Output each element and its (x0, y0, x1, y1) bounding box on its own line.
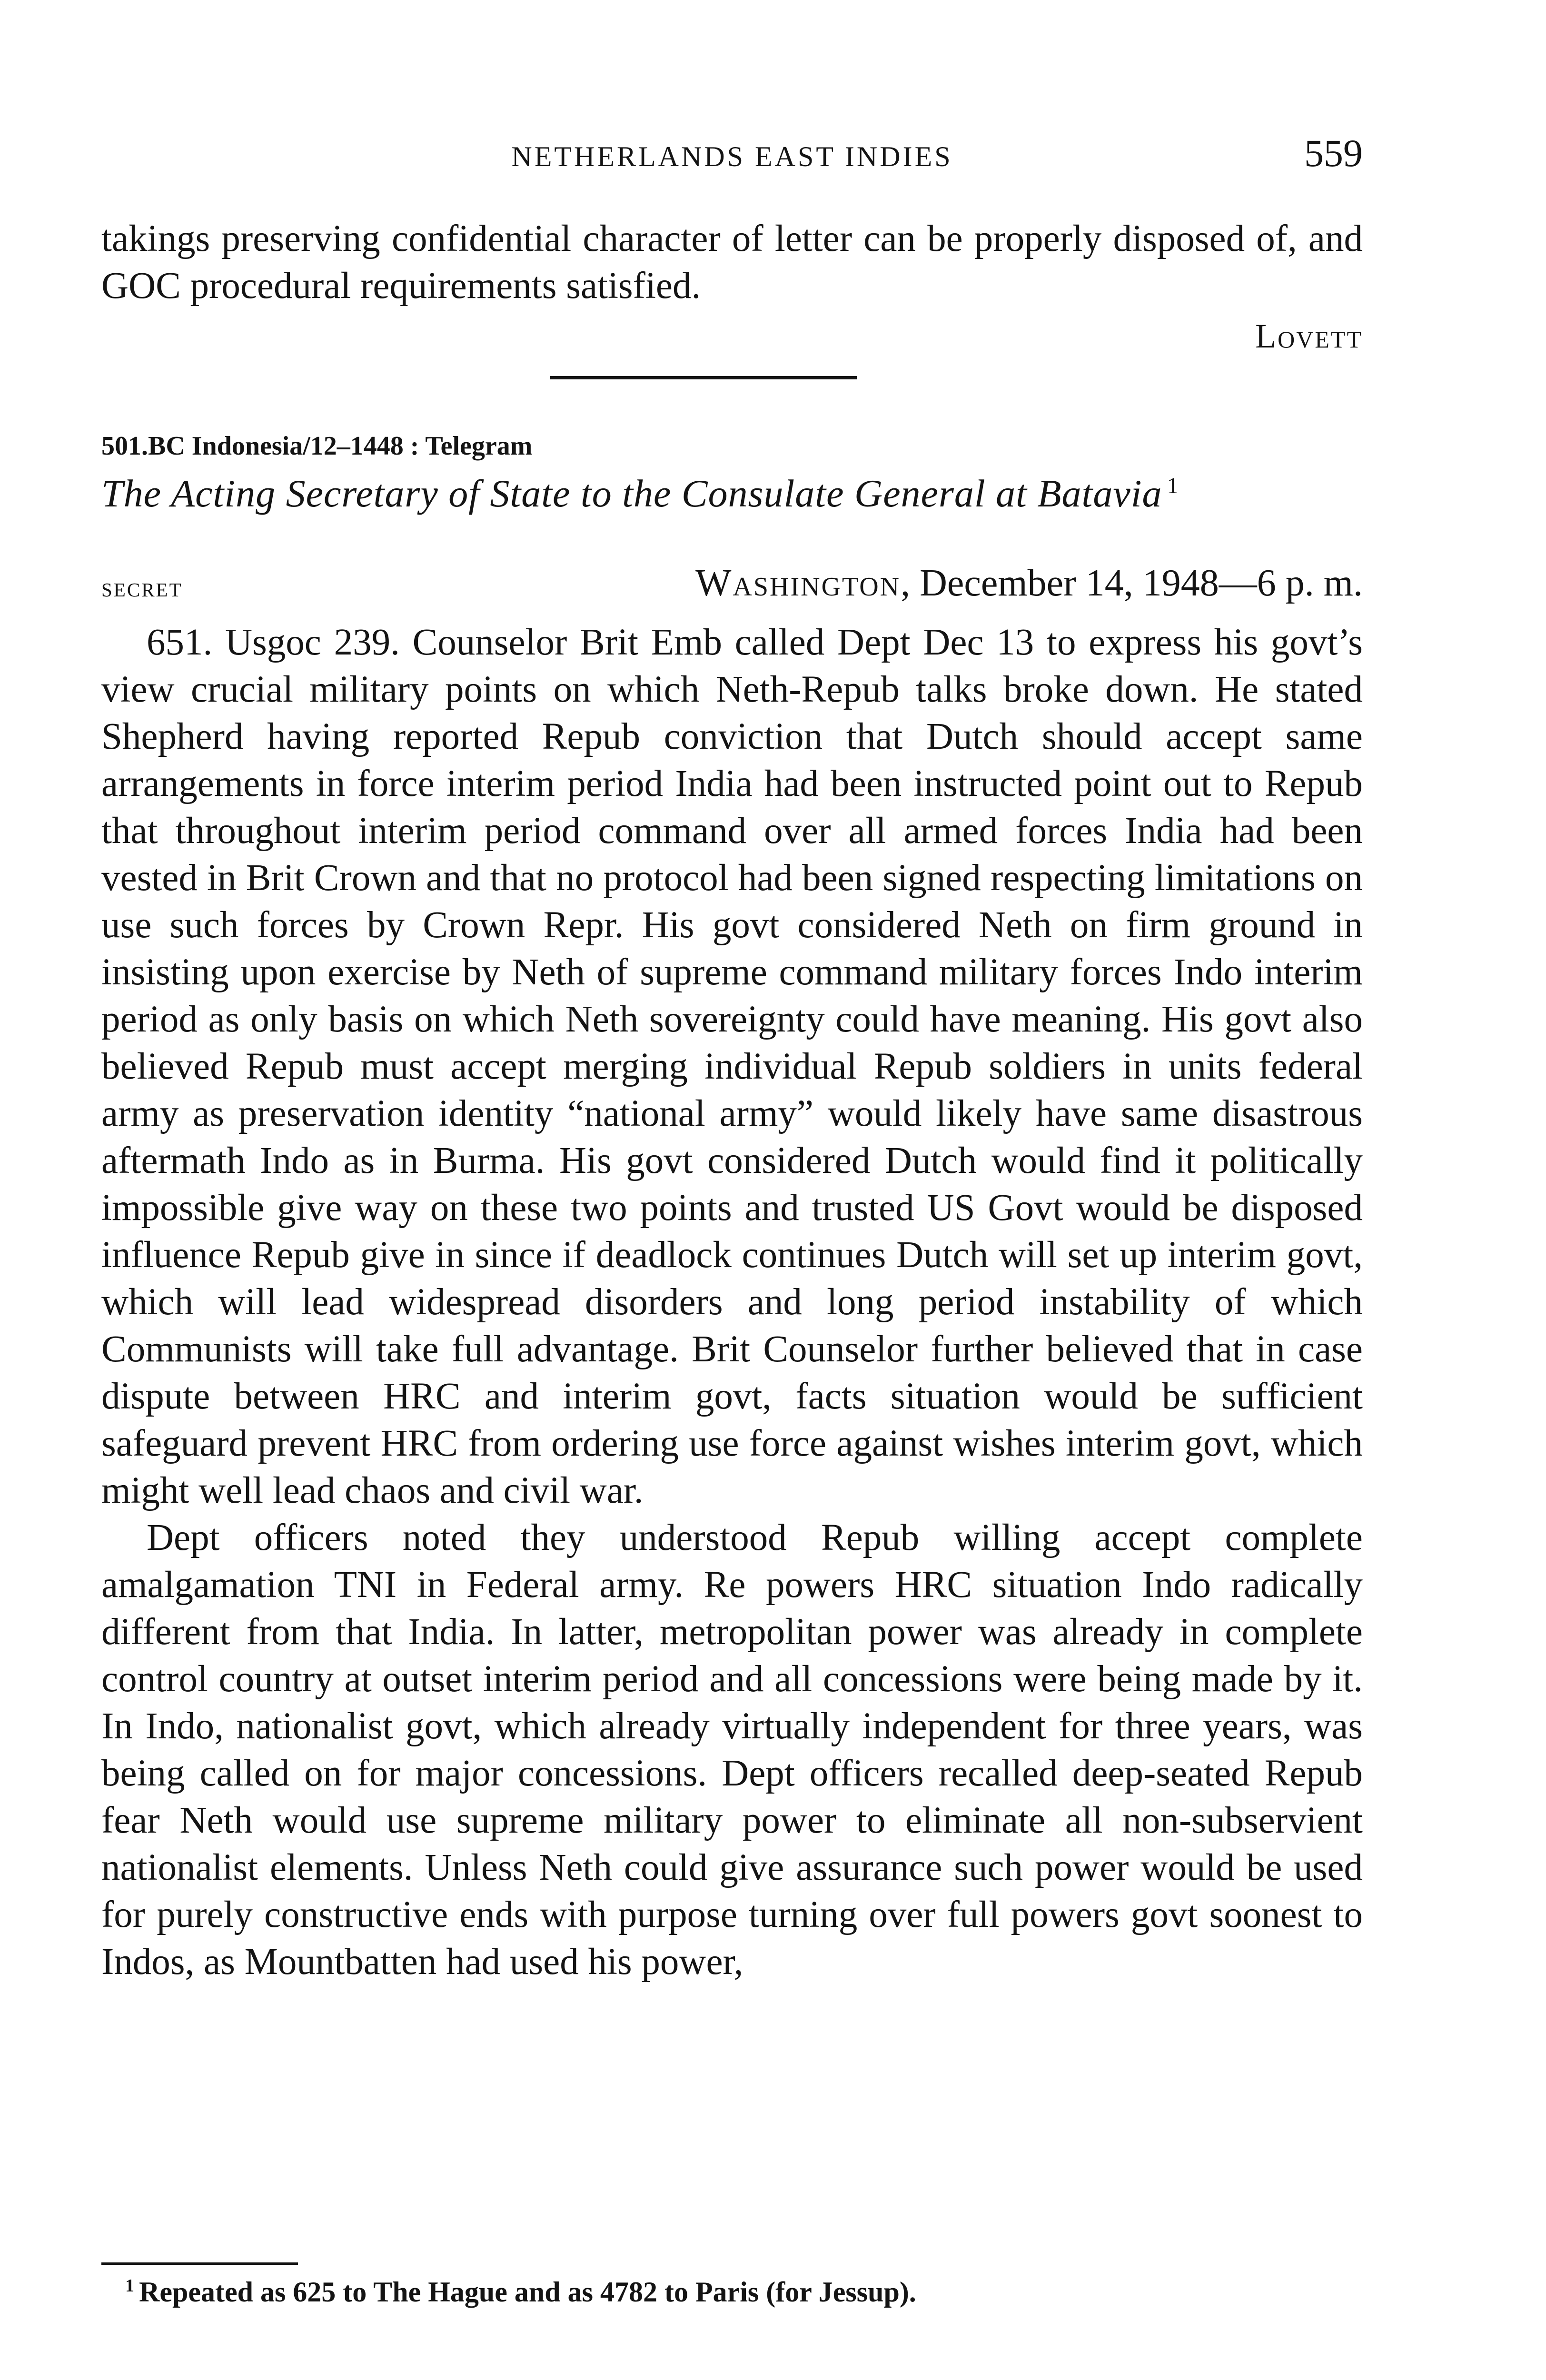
document-page (101, 0, 1363, 2380)
footnote-divider (101, 2262, 298, 2265)
running-head: NETHERLANDS EAST INDIES (511, 141, 953, 172)
dateline-place: Washington (695, 562, 901, 604)
message-paragraph: Dept officers noted they understood Repub willing accept complete amalgamation TNI in Federal army. Re powers HRC situation Indo radically different from that India. In latter, metropolitan power was already in complete control country at outset interim period and all concessions were being made by it. In Indo, nationalist govt, which already virtually independent for three years, was being called on for major concessions. Dept officers recalled deep-seated Repub fear Neth would use supreme military power to eliminate all non-subservient nationalist elements. Unless Neth could give assurance such power would be used for purely constructive ends with purpose turning over full powers govt soonest to Indos, as Mountbatten had used his power, (101, 1517, 1363, 1983)
dateline (695, 562, 1363, 605)
document-title (101, 471, 1179, 516)
message-body (101, 619, 1363, 1985)
document-title-text: The Acting Secretary of State to the Consulate General at Batavia (101, 472, 1162, 515)
footnote-mark: 1 (125, 2276, 134, 2296)
continuation-paragraph: takings preserving confidential character of letter can be properly disposed of, and GOC procedural requirements satisfied. (101, 218, 1363, 307)
footnote (125, 2275, 916, 2309)
classification-label: secret (101, 572, 183, 603)
page-number: 559 (1304, 131, 1363, 175)
file-reference: 501.BC Indonesia/12–1448 : Telegram (101, 431, 533, 461)
page-header (101, 131, 1363, 183)
message-paragraph: 651. Usgoc 239. Counselor Brit Emb called Dept Dec 13 to express his govt’s view crucial military points on which Neth-Repub talks broke down. He stated Shepherd having reported Repub conviction that Dutch should accept same arrangements in force interim period India had been instructed point out to Repub that throughout interim period command over all armed forces India had been vested in Brit Crown and that no protocol had been signed respecting limitations on use such forces by Crown Repr. His govt considered Neth on firm ground in insisting upon exercise by Neth of supreme command military forces Indo interim period as only basis on which Neth sovereignty could have meaning. His govt also believed Repub must accept merging individual Repub soldiers in units federal army as preservation identity “national army” would likely have same disastrous aftermath Indo as in Burma. His govt considered Dutch would find it politically impossible give way on these two points and trusted US Govt would be disposed influence Repub give in since if deadlock continues Dutch will set up interim govt, which will lead widespread disorders and long period instability of which Communists will take full advantage. Brit Counselor further believed that in case dispute between HRC and interim govt, facts situation would be sufficient safeguard prevent HRC from ordering use force against wishes interim govt, which might well lead chaos and civil war. (101, 622, 1363, 1511)
title-footnote-mark: 1 (1167, 473, 1179, 498)
signature: Lovett (1255, 317, 1363, 355)
section-divider (550, 376, 857, 379)
footnote-text: Repeated as 625 to The Hague and as 4782 to Paris (for Jessup). (139, 2276, 916, 2308)
dateline-date: , December 14, 1948—6 p. m. (901, 562, 1363, 604)
